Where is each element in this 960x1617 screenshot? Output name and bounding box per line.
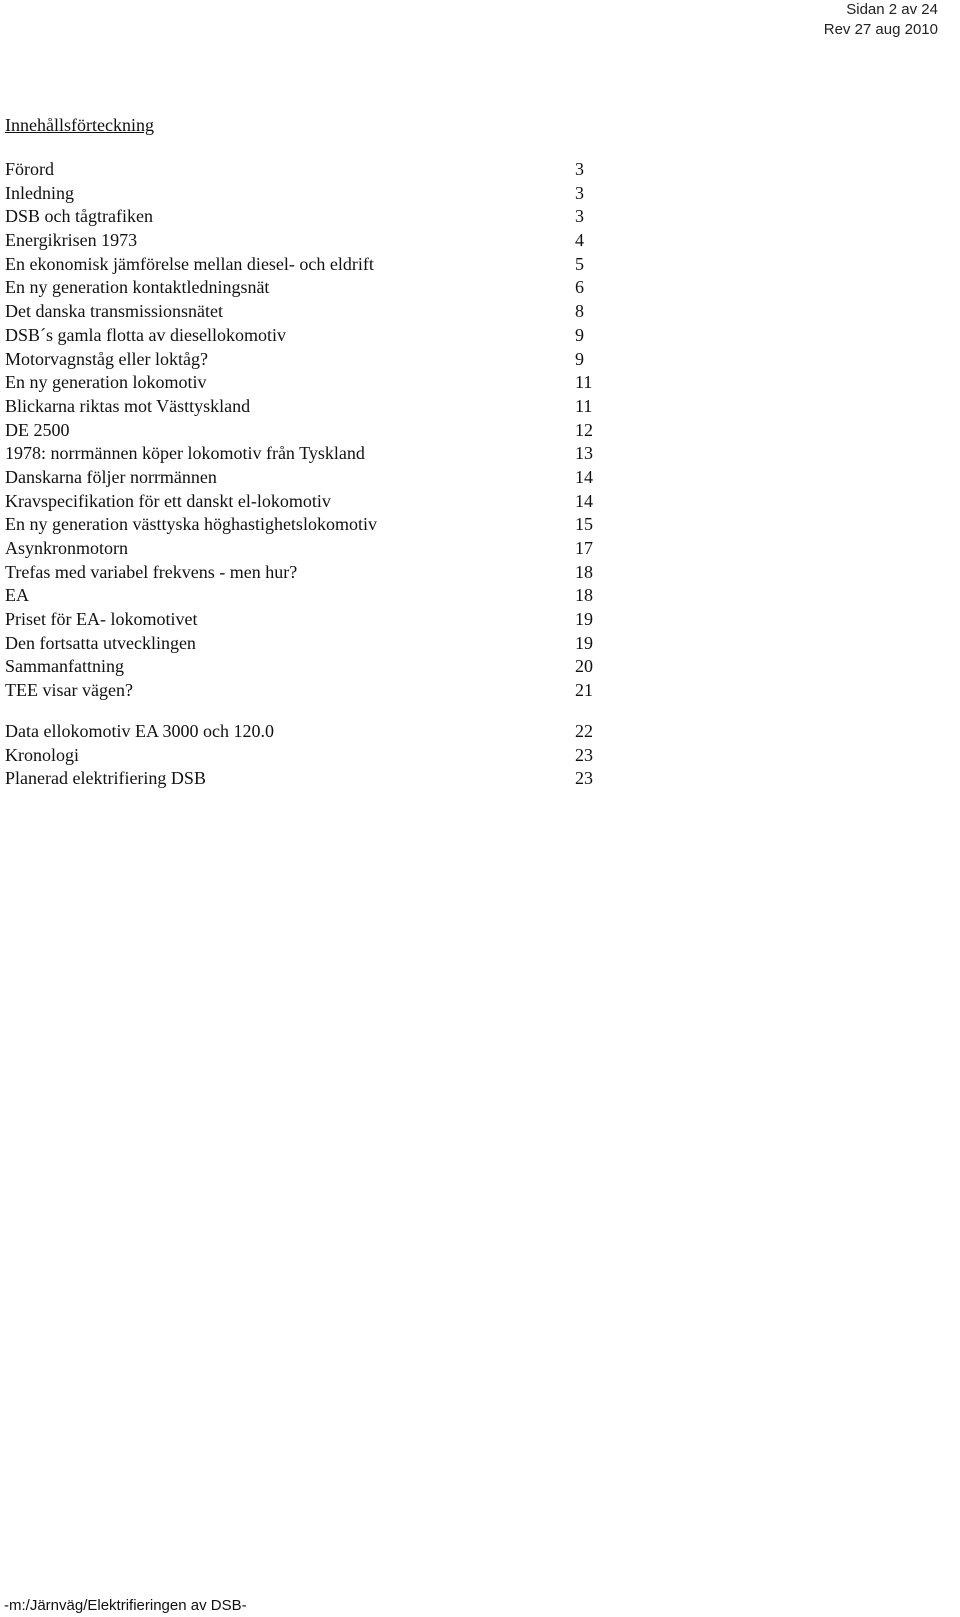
toc-entry-label: Priset för EA- lokomotivet (5, 609, 198, 630)
toc-entry-label: Kronologi (5, 744, 79, 765)
toc-entry (5, 655, 605, 679)
toc-entry (5, 276, 605, 300)
toc-entry-label: En ny generation lokomotiv (5, 372, 207, 393)
toc-appendix-list (5, 720, 605, 791)
revision-date: Rev 27 aug 2010 (823, 21, 938, 38)
toc-entry-label: En ny generation kontaktledningsnät (5, 277, 270, 298)
toc-entry (5, 182, 605, 206)
toc-entry-label: Sammanfattning (5, 656, 124, 677)
toc-entry (5, 300, 605, 324)
toc-entry-label: DSB´s gamla flotta av diesellokomotiv (5, 324, 286, 345)
toc-entry-page: 19 (575, 632, 593, 653)
toc-entry-label: DSB och tågtrafiken (5, 206, 153, 227)
toc-entry (5, 537, 605, 561)
toc-entry-page: 23 (575, 744, 593, 765)
toc-entry-label: En ny generation västtyska höghastighetslokomotiv (5, 514, 377, 535)
toc-entry-label: 1978: norrmännen köper lokomotiv från Tyskland (5, 443, 365, 464)
toc-entry-label: Blickarna riktas mot Västtyskland (5, 395, 251, 416)
toc-entry-page: 15 (575, 514, 593, 535)
toc-entry-label: Asynkronmotorn (5, 538, 128, 558)
toc-entry-label: En ekonomisk jämförelse mellan diesel- och eldrift (5, 253, 374, 274)
toc-entry (5, 348, 605, 372)
toc-entry (5, 158, 605, 182)
toc-entry (5, 720, 605, 744)
toc-entry (5, 371, 605, 395)
toc-entry-label: Det danska transmissionsnätet (5, 301, 223, 322)
page-header (824, 0, 938, 40)
toc-entry-label: Inledning (5, 182, 74, 203)
toc-entry-page: 23 (575, 768, 593, 789)
toc-entry (5, 324, 605, 348)
toc-entry (5, 561, 605, 585)
footer-file-path: -m:/Järnväg/Elektrifieringen av DSB- (4, 1597, 247, 1614)
toc-entry (5, 466, 605, 490)
toc-entry-label: DE 2500 (5, 419, 70, 440)
toc-entry (5, 229, 605, 253)
toc-main-list (5, 158, 605, 703)
toc-entry-page: 17 (575, 538, 593, 558)
toc-entry-page: 19 (575, 609, 593, 630)
toc-entry-page: 21 (575, 680, 593, 701)
toc-entry-label: Den fortsatta utvecklingen (5, 632, 196, 653)
toc-entry-page: 22 (575, 721, 593, 741)
toc-entry-page: 4 (575, 230, 584, 251)
toc-entry (5, 679, 605, 703)
toc-title: Innehållsförteckning (5, 115, 154, 135)
toc-entry-page: 9 (575, 348, 584, 369)
toc-entry-page: 6 (575, 277, 584, 298)
toc-entry-page: 13 (575, 443, 593, 464)
toc-entry (5, 513, 605, 537)
toc-entry-page: 3 (575, 182, 584, 203)
toc-entry-page: 3 (575, 206, 584, 227)
toc-entry (5, 744, 605, 768)
toc-entry-label: Planerad elektrifiering DSB (5, 768, 206, 789)
toc-entry-page: 12 (575, 419, 593, 440)
toc-entry (5, 205, 605, 229)
page-number: Sidan 2 av 24 (846, 1, 938, 18)
toc-entry (5, 490, 605, 514)
toc-entry (5, 584, 605, 608)
toc-entry-page: 20 (575, 656, 593, 677)
toc-entry-page: 18 (575, 561, 593, 582)
toc-entry-label: Data ellokomotiv EA 3000 och 120.0 (5, 721, 274, 741)
toc-entry (5, 253, 605, 277)
toc-entry-page: 11 (575, 372, 593, 393)
toc-entry-label: Förord (5, 159, 54, 179)
toc-entry (5, 632, 605, 656)
toc-entry-page: 14 (575, 490, 593, 511)
toc-entry (5, 395, 605, 419)
toc-entry-page: 8 (575, 301, 584, 322)
toc-entry (5, 442, 605, 466)
toc-entry-label: Motorvagnståg eller loktåg? (5, 348, 208, 369)
toc-entry-label: Danskarna följer norrmännen (5, 466, 217, 487)
toc-entry-page: 9 (575, 324, 584, 345)
toc-entry-label: TEE visar vägen? (5, 680, 133, 701)
toc-entry-page: 11 (575, 395, 593, 416)
toc-entry-label: Trefas med variabel frekvens - men hur? (5, 561, 298, 582)
toc-entry (5, 608, 605, 632)
toc-entry-label: Kravspecifikation för ett danskt el-lokomotiv (5, 490, 331, 511)
toc-entry-label: Energikrisen 1973 (5, 230, 138, 251)
toc-entry (5, 767, 605, 791)
toc-entry-page: 14 (575, 466, 593, 487)
toc-entry (5, 419, 605, 443)
toc-entry-page: 18 (575, 585, 593, 606)
toc-entry-page: 3 (575, 159, 584, 179)
toc-entry-label: EA (5, 585, 29, 606)
toc-entry-page: 5 (575, 253, 584, 274)
